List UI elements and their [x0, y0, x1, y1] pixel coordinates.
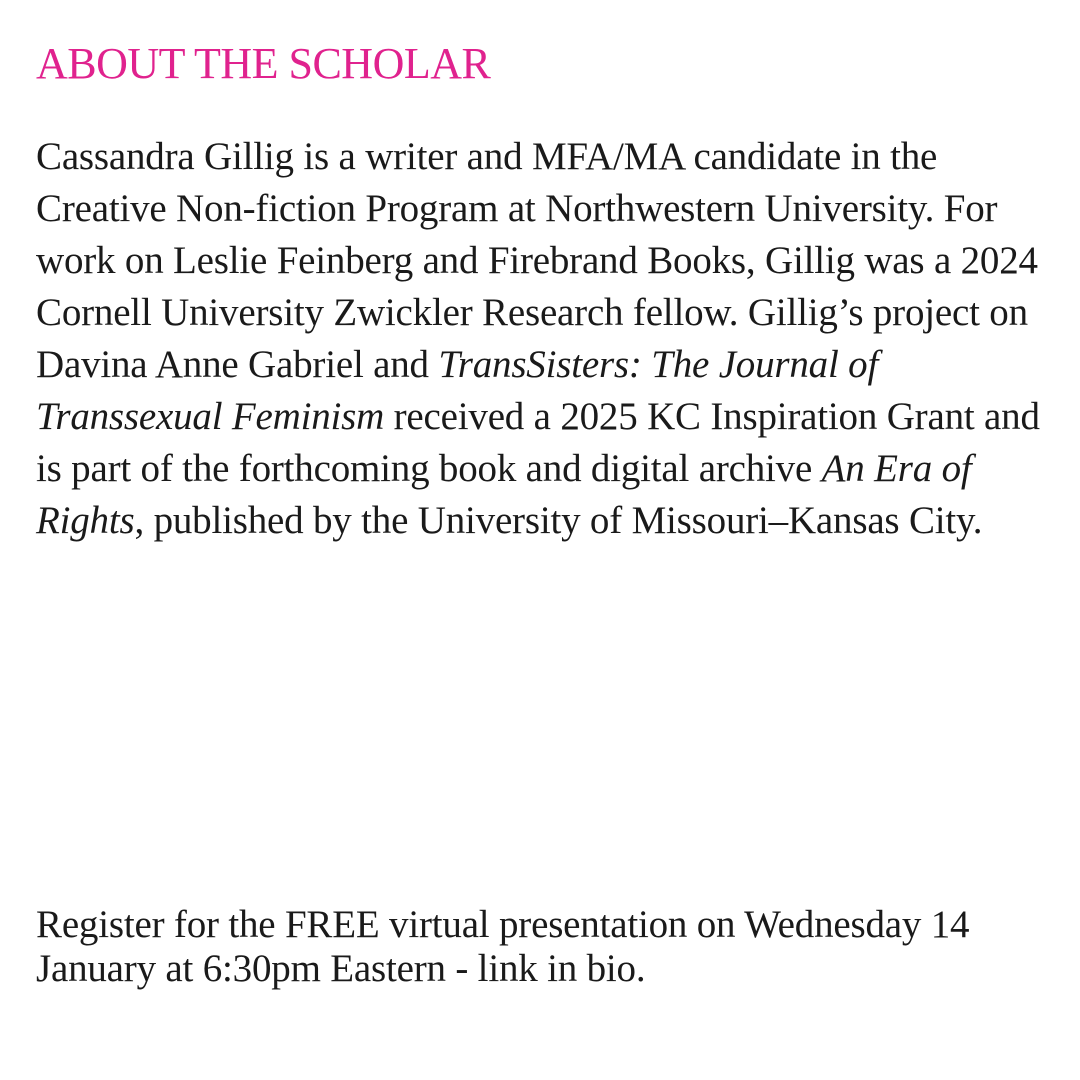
scholar-bio [36, 131, 1056, 547]
book-title: An Era of Rights [36, 447, 972, 542]
bio-text-part-1: Cassandra Gillig is a writer and MFA/MA candidate in the Creative Non-fiction Program at Northwestern University. For work on Leslie Feinberg and Firebrand Books, Gillig was a 2024 Cornell University Zwickler Research fellow. Gillig’s project on Davina Anne Gabriel and [36, 135, 1038, 386]
section-heading: ABOUT THE SCHOLAR [36, 39, 491, 88]
registration-call-to-action: Register for the FREE virtual presentation on Wednesday 14 January at 6:30pm Eastern - link in bio. [36, 903, 970, 990]
bio-text-part-2: received a 2025 KC Inspiration Grant and is part of the forthcoming book and digital archive [36, 395, 1040, 490]
journal-title: TransSisters: The Journal of Transsexual Feminism [36, 343, 879, 438]
bio-text-part-3: , published by the University of Missouri–Kansas City. [134, 499, 983, 542]
